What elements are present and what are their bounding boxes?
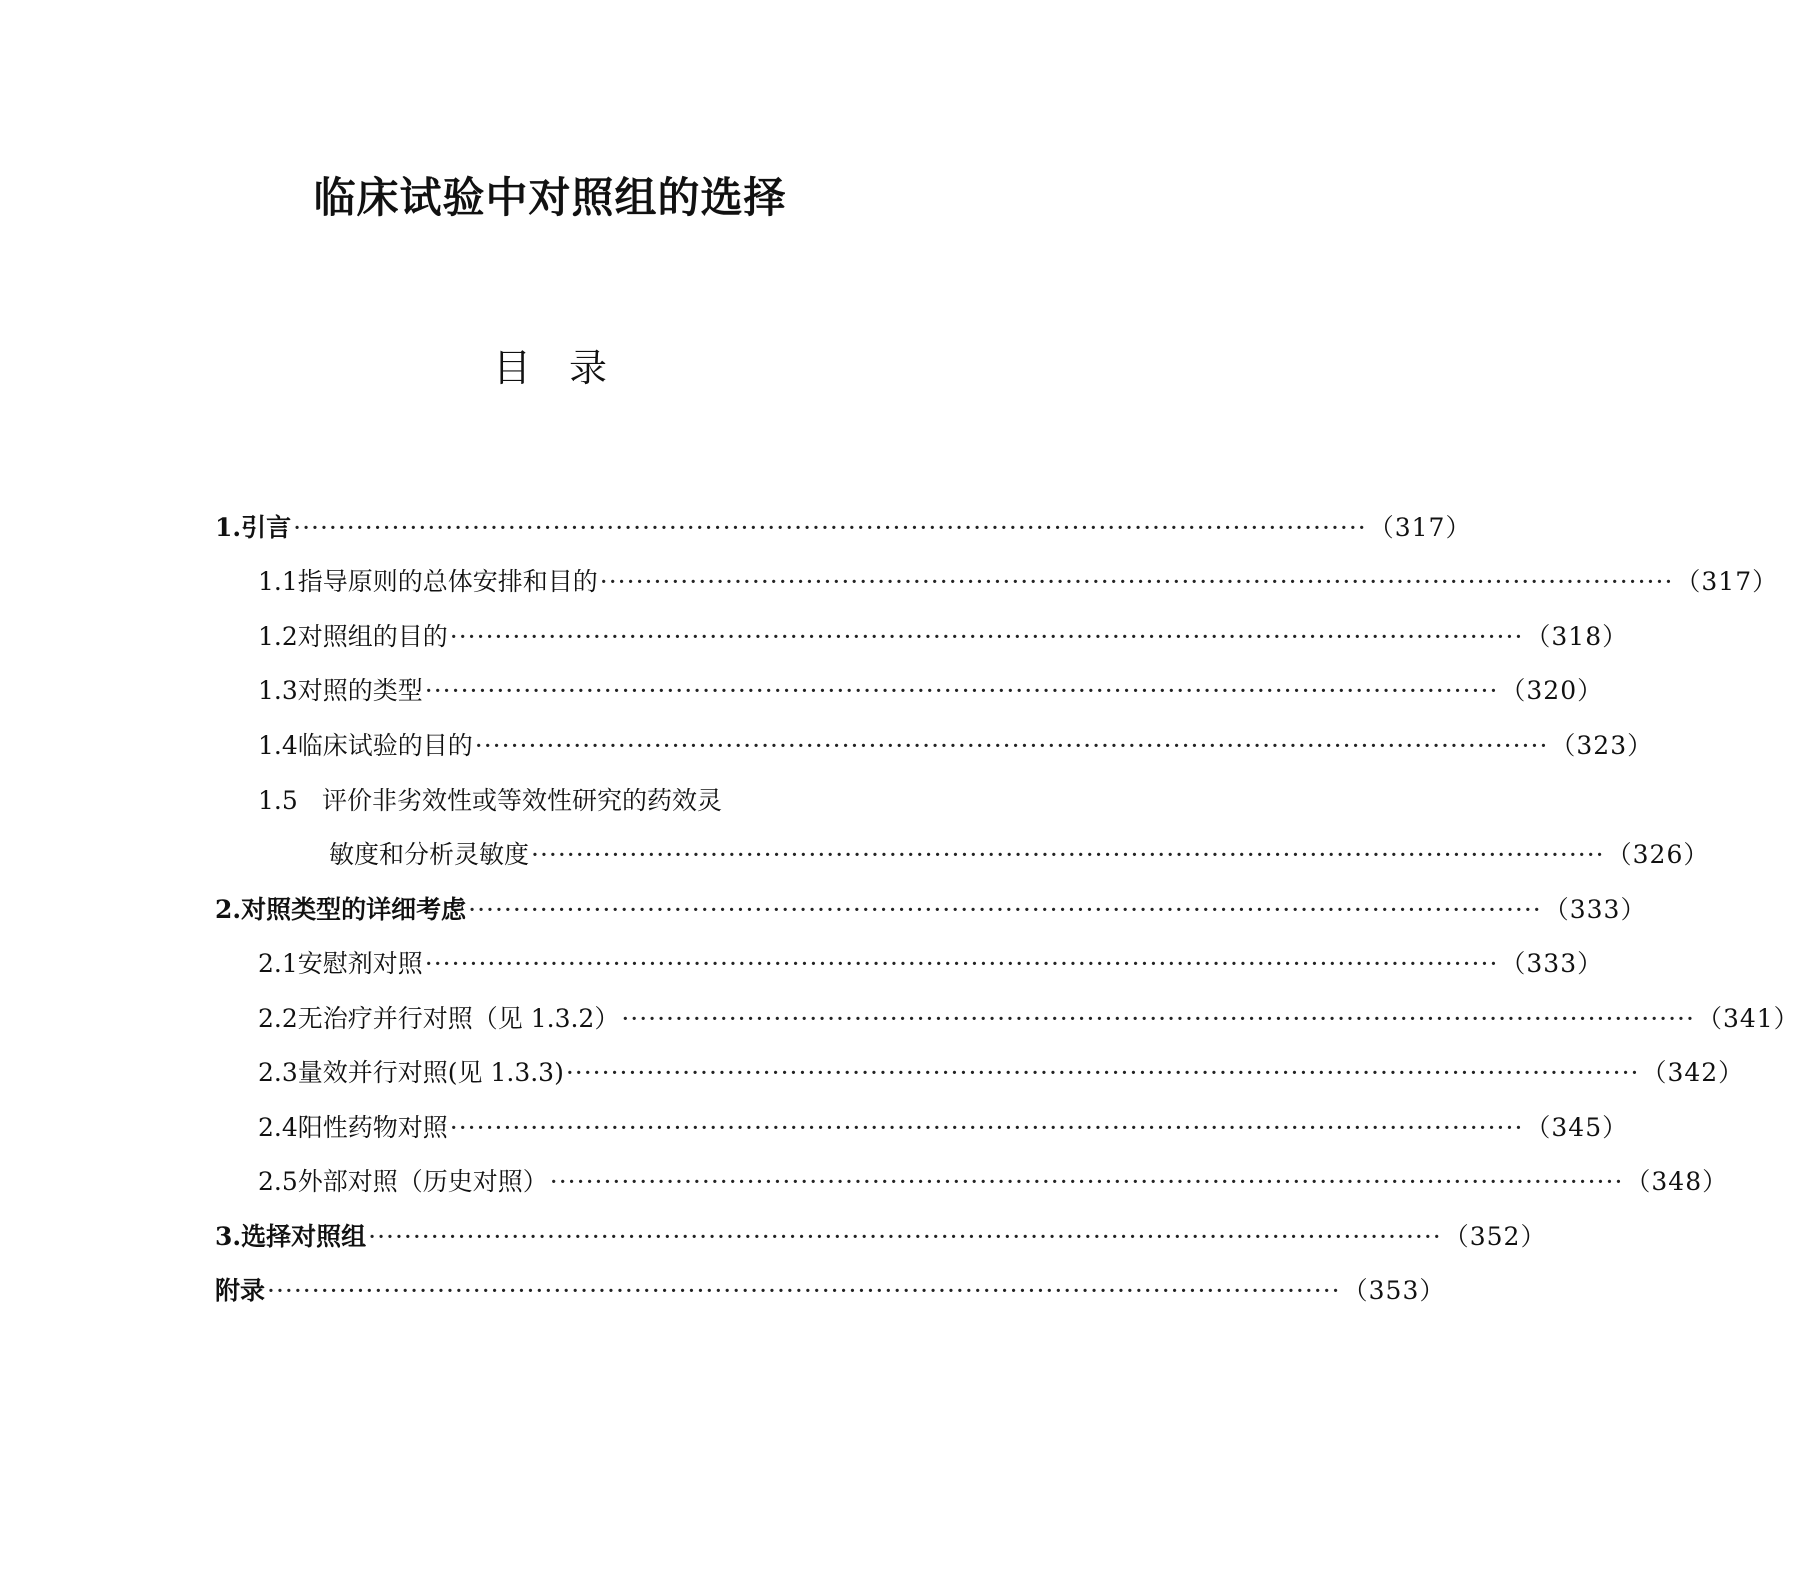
toc-entry-label: 评价非劣效性或等效性研究的药效灵 (322, 786, 723, 815)
toc-entry-2[interactable] (215, 892, 1647, 928)
dot-leader: ························································································································ (621, 1004, 1695, 1033)
toc-entry-2-2[interactable] (258, 1001, 1800, 1037)
toc-entry-label: 选择对照组 (241, 1222, 367, 1251)
toc-heading: 目 录 (492, 346, 607, 390)
toc-entry-label: 无治疗并行对照（见 1.3.2） (297, 1004, 620, 1033)
dot-leader: ························································································································ (267, 1276, 1341, 1305)
toc-entry-number: 2.5 (258, 1167, 298, 1196)
dot-leader: ························································································································ (531, 840, 1605, 869)
toc-entry-label: 附录 (215, 1276, 266, 1305)
toc-entry-label: 外部对照（历史对照） (297, 1167, 548, 1196)
toc-entry-number: 2.3 (258, 1058, 298, 1087)
dot-leader: ························································································································ (599, 567, 1674, 596)
toc-entry-number: 2. (215, 895, 242, 924)
dot-leader: ························································································································ (549, 1167, 1624, 1196)
toc-entry-page: （317） (1368, 513, 1472, 542)
toc-entry-page: （342） (1641, 1058, 1745, 1087)
toc-entry-label: 安慰剂对照 (297, 949, 423, 978)
toc-entry-label: 对照的类型 (297, 676, 423, 705)
toc-entry-1-5[interactable] (258, 783, 925, 819)
toc-entry-page: （326） (1606, 840, 1710, 869)
toc-entry-number: 1.1 (258, 567, 298, 596)
dot-leader: ························································································································ (474, 731, 1549, 760)
toc-entry-2-3[interactable] (258, 1055, 1745, 1091)
toc-entry-label: 临床试验的目的 (297, 731, 473, 760)
dot-leader: ························································································································ (449, 1113, 1524, 1142)
toc-entry-page: （317） (1675, 567, 1779, 596)
toc-entry-3[interactable] (215, 1219, 1547, 1255)
toc-entry-page: （348） (1625, 1167, 1729, 1196)
toc-entry-label: 阳性药物对照 (297, 1113, 448, 1142)
toc-entry-page: （320） (1500, 676, 1604, 705)
dot-leader: ························································································································ (368, 1222, 1442, 1251)
toc-entry-2-1[interactable] (258, 946, 1604, 982)
toc-entry-label-continued: 敏度和分析灵敏度 (329, 840, 530, 869)
toc-entry-1-1[interactable] (258, 564, 1779, 600)
toc-entry-page: （333） (1500, 949, 1604, 978)
toc-entry-1[interactable] (215, 510, 1472, 546)
toc-entry-number: 1. (215, 513, 242, 542)
toc-entry-page: （341） (1696, 1004, 1800, 1033)
toc-entry-label: 对照组的目的 (297, 622, 448, 651)
toc-entry-number: 3. (215, 1222, 242, 1251)
toc-entry-appendix[interactable] (215, 1273, 1446, 1309)
toc-entry-2-5[interactable] (258, 1164, 1729, 1200)
toc-entry-number: 1.4 (258, 731, 298, 760)
toc-entry-page: （353） (1342, 1276, 1446, 1305)
document-title: 临床试验中对照组的选择 (313, 173, 787, 222)
toc-entry-number: 2.4 (258, 1113, 298, 1142)
toc-entry-number: 1.5 (258, 786, 298, 815)
toc-entry-label: 指导原则的总体安排和目的 (297, 567, 598, 596)
toc-entry-label: 对照类型的详细考虑 (241, 895, 467, 924)
dot-leader: ························································································································ (449, 622, 1524, 651)
toc-entry-page: （333） (1543, 895, 1647, 924)
dot-leader: ························································································································ (468, 895, 1542, 924)
dot-leader: ························································································································ (424, 676, 1499, 705)
toc-entry-page: （323） (1550, 731, 1654, 760)
toc-entry-page: （345） (1525, 1113, 1629, 1142)
toc-entry-label: 引言 (241, 513, 292, 542)
toc-entry-2-4[interactable] (258, 1110, 1629, 1146)
toc-entry-number: 1.2 (258, 622, 298, 651)
dot-leader: ························································································································ (565, 1058, 1640, 1087)
toc-entry-page: （318） (1525, 622, 1629, 651)
toc-entry-1-5-continued[interactable] (329, 837, 1710, 873)
toc-entry-1-4[interactable] (258, 728, 1654, 764)
toc-entry-number: 1.3 (258, 676, 298, 705)
dot-leader: ························································································································ (293, 513, 1367, 542)
toc-entry-number: 2.1 (258, 949, 298, 978)
toc-entry-label: 量效并行对照(见 1.3.3) (297, 1058, 564, 1087)
toc-entry-page: （352） (1443, 1222, 1547, 1251)
toc-entry-number: 2.2 (258, 1004, 298, 1033)
toc-entry-1-2[interactable] (258, 619, 1629, 655)
dot-leader: ························································································································ (424, 949, 1499, 978)
toc-entry-1-3[interactable] (258, 673, 1604, 709)
